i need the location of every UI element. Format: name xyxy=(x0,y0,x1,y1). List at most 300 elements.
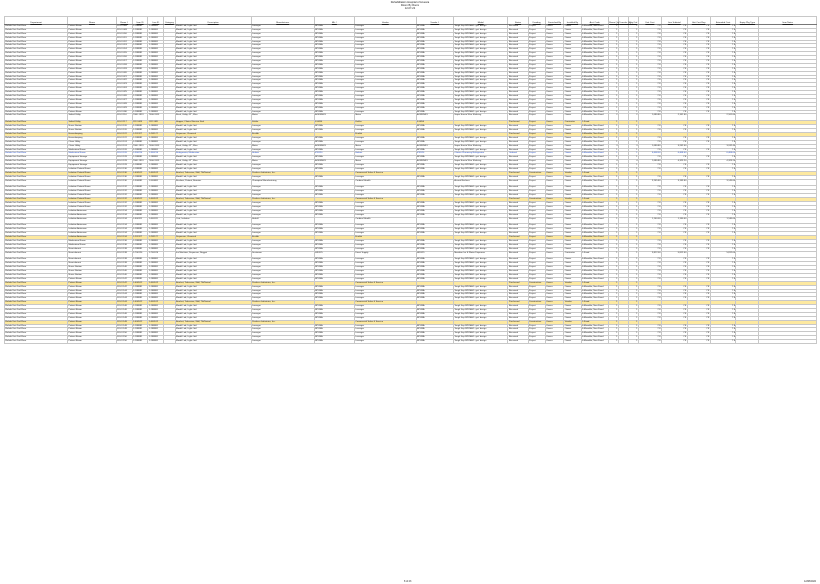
table-cell: Lorenger xyxy=(354,186,416,190)
table-cell xyxy=(453,217,508,224)
table-cell: BPLMA xyxy=(416,194,453,198)
table-cell: Project xyxy=(528,316,545,320)
table-cell: BPLMA xyxy=(416,164,453,168)
table-cell: Lorenger xyxy=(251,87,314,91)
table-cell: 1 xyxy=(608,44,618,48)
table-cell: 7.8 xyxy=(710,140,736,144)
table-cell: 7.8 xyxy=(638,289,661,293)
table-cell: Owner xyxy=(564,164,581,168)
table-cell: Lorenger xyxy=(354,102,416,106)
column-header: Vendor xyxy=(354,17,416,25)
table-cell: Tough Scp BPLMA 1: get: design xyxy=(453,140,508,144)
table-cell: RO-2-134 xyxy=(116,228,132,232)
table-cell: Lorenger xyxy=(354,336,416,340)
table-cell: Received xyxy=(508,95,528,99)
table-cell: BPLMA xyxy=(314,262,354,266)
table-cell: Tough Scp BPLMA 1: get: design xyxy=(453,52,508,56)
table-cell: 1 xyxy=(628,251,638,258)
table-cell: 1-188881 xyxy=(132,125,148,129)
table-cell: Lorenger xyxy=(354,224,416,228)
table-cell: Owner xyxy=(545,213,564,217)
table-cell: 7.8 xyxy=(710,243,736,247)
table-cell: RO-2-134 xyxy=(116,236,132,240)
column-header: Item ID xyxy=(132,17,148,25)
table-cell: Received xyxy=(508,293,528,297)
table-cell: 7.8 xyxy=(661,243,687,247)
table-cell: 1-188881 xyxy=(132,258,148,262)
table-cell xyxy=(618,340,628,344)
table-cell: Received xyxy=(508,52,528,56)
table-cell: Patient Room xyxy=(68,106,117,110)
table-cell: Construction xyxy=(528,281,545,285)
table-cell: 1-188881 xyxy=(148,205,164,209)
table-cell: 2,161.60 xyxy=(710,114,736,121)
table-cell: 7.8 xyxy=(710,232,736,236)
table-cell: 7.8 xyxy=(710,95,736,99)
table-cell: Lorenger xyxy=(251,110,314,114)
table-cell: BPLMA xyxy=(314,336,354,340)
table-cell: 0-Movable, Non-Fixed xyxy=(581,232,608,236)
table-cell: Rehab Unit 2nd Floor xyxy=(5,91,68,95)
table-cell: 7.8 xyxy=(638,110,661,114)
table-cell: Model Lab, Light: Idd xyxy=(175,186,251,190)
table-cell: Lorenger xyxy=(354,293,416,297)
table-cell: 7.8 xyxy=(710,75,736,79)
table-cell: 7.8 xyxy=(710,277,736,281)
table-cell: Tough Scp BPLMA 1: get: design xyxy=(453,106,508,110)
table-cell: 7.8 xyxy=(710,67,736,71)
table-cell: Model Lab, Light: Idd xyxy=(175,332,251,336)
table-cell: Owner xyxy=(545,91,564,95)
column-header: Equip Pkg Type xyxy=(736,17,759,25)
table-cell: RO-2-022 xyxy=(116,79,132,83)
table-cell: Patient Room xyxy=(68,102,117,106)
table-cell: Owner xyxy=(545,232,564,236)
table-cell: Rehab Unit 2nd Floor xyxy=(5,251,68,258)
table-cell: Project xyxy=(528,179,545,186)
table-cell: Owner xyxy=(564,258,581,262)
table-cell: RO-2-126 xyxy=(116,152,132,156)
table-cell: Tough Scp BPLMA 1: get: design xyxy=(453,202,508,206)
table-cell: Project xyxy=(528,156,545,160)
table-cell: 6,408.00 xyxy=(661,152,687,156)
table-cell: Isolation Anteroom xyxy=(68,232,117,236)
table-cell: 1 xyxy=(628,79,638,83)
table-cell: 7.8 xyxy=(710,71,736,75)
table-cell: Owner xyxy=(564,209,581,213)
table-cell: Lorenger xyxy=(354,125,416,129)
table-cell: Model Lab, Light: Idd xyxy=(175,190,251,194)
table-cell: Project xyxy=(528,40,545,44)
table-cell: Owner xyxy=(545,110,564,114)
table-row xyxy=(5,179,817,186)
table-cell: Project xyxy=(528,247,545,251)
table-cell: 2,161.60 xyxy=(661,114,687,121)
table-cell: Owner xyxy=(564,63,581,67)
table-cell: 7.8 xyxy=(661,140,687,144)
table-cell: Owner xyxy=(545,277,564,281)
table-cell: Rehab Unit 2nd Floor xyxy=(5,148,68,152)
table-cell: Owner xyxy=(564,175,581,179)
table-cell: RO-2-130 xyxy=(116,171,132,175)
table-cell: Ecolab xyxy=(354,236,416,240)
table-cell: 7.8 xyxy=(661,125,687,129)
table-cell: BPLMA xyxy=(314,32,354,36)
table-cell: 1 xyxy=(608,156,618,160)
table-cell: 7.8 xyxy=(710,136,736,140)
table-cell: 7000-1913 xyxy=(148,114,164,121)
table-cell xyxy=(314,217,354,224)
table-cell: 7.8 xyxy=(661,213,687,217)
table-cell: 1 xyxy=(608,186,618,190)
table-cell: Owner xyxy=(564,114,581,121)
table-cell: 1 xyxy=(608,48,618,52)
table-cell: Rehab Unit 2nd Floor xyxy=(5,320,68,324)
table-cell: Soiled Utility xyxy=(68,121,117,125)
table-cell: 1 xyxy=(608,71,618,75)
table-cell: 1 xyxy=(608,56,618,60)
table-cell: 1-188881 xyxy=(148,148,164,152)
table-cell: 1 xyxy=(608,205,618,209)
table-cell: Lorenger xyxy=(354,25,416,29)
table-cell: Project xyxy=(528,125,545,129)
table-cell: Rehab Unit 2nd Floor xyxy=(5,102,68,106)
table-cell: 7.8 xyxy=(661,25,687,29)
table-cell: 1 xyxy=(628,320,638,324)
table-cell: 1,140.00 xyxy=(661,217,687,224)
table-cell: BPLMA xyxy=(416,87,453,91)
table-cell: Lorenger xyxy=(354,213,416,217)
table-cell: Owner xyxy=(545,136,564,140)
table-cell: Medication Room xyxy=(68,239,117,243)
table-cell: 7.8 xyxy=(710,98,736,102)
table-cell: Lorenger xyxy=(251,60,314,64)
table-cell: RO-2-029 xyxy=(116,106,132,110)
table-cell: Received xyxy=(508,312,528,316)
table-cell: Owner xyxy=(564,202,581,206)
table-cell: 0-Movable, Non-Fixed xyxy=(581,209,608,213)
table-cell: 7.8 xyxy=(638,102,661,106)
table-cell: Project xyxy=(528,336,545,340)
table-cell: 1 xyxy=(608,25,618,29)
table-cell: 1 xyxy=(628,285,638,289)
table-cell: 1 xyxy=(628,262,638,266)
table-cell: 7.8 xyxy=(638,297,661,301)
table-cell: Rehab Unit 2nd Floor xyxy=(5,205,68,209)
table-cell: 7.8 xyxy=(710,167,736,171)
table-cell: Received xyxy=(508,251,528,258)
table-cell: 0-Movable, Non-Fixed xyxy=(581,129,608,133)
table-cell: Owner xyxy=(545,340,564,344)
table-cell: 1-188881 xyxy=(132,129,148,133)
table-cell: 1 xyxy=(608,106,618,110)
table-cell: BPLMA xyxy=(416,167,453,171)
table-cell: Received xyxy=(508,40,528,44)
table-cell: Equipment Storage xyxy=(68,160,117,164)
table-cell: Tough Scp BPLMA 1: get: design xyxy=(453,32,508,36)
table-cell: 1-188881 xyxy=(132,316,148,320)
table-cell: Lorenger xyxy=(251,277,314,281)
table-cell: Lorenger xyxy=(354,289,416,293)
table-cell: 1-188881 xyxy=(148,44,164,48)
table-cell: Model Lab, Light: Idd xyxy=(175,209,251,213)
table-cell: Owner xyxy=(545,332,564,336)
table-cell: RO-2-132 xyxy=(116,186,132,190)
table-cell: Patient Room xyxy=(68,316,117,320)
table-cell: 5,812.00 xyxy=(638,251,661,258)
table-cell xyxy=(314,179,354,186)
table-cell: Metro xyxy=(354,160,416,164)
table-cell: Project xyxy=(528,205,545,209)
table-cell: 7.8 xyxy=(661,239,687,243)
table-cell: BPLMA xyxy=(314,258,354,262)
table-cell: 1 xyxy=(628,243,638,247)
table-cell: Owner xyxy=(564,98,581,102)
table-cell: Project xyxy=(528,224,545,228)
table-cell: Project xyxy=(528,152,545,156)
table-cell: 0-Movable, Non-Fixed xyxy=(581,179,608,186)
table-cell: Tough Scp BPLMA 1: get: design xyxy=(453,336,508,340)
table-cell: Patient Room xyxy=(68,56,117,60)
table-cell: 0-Movable, Non-Fixed xyxy=(581,56,608,60)
table-cell: 7.8 xyxy=(638,324,661,328)
table-cell: 1,080.80 xyxy=(638,160,661,164)
table-cell: 1 xyxy=(608,316,618,320)
table-cell: 1-188881 xyxy=(132,239,148,243)
table-cell: Commercial Sales & Service xyxy=(354,320,416,324)
table-cell: Tough Scp BPLMA 1: get: design xyxy=(453,56,508,60)
table-cell: 0-Movable, Non-Fixed xyxy=(581,125,608,129)
table-cell: BPLMA xyxy=(416,129,453,133)
table-cell: 1-188881 xyxy=(148,63,164,67)
column-header: Acct Code xyxy=(581,17,608,25)
table-cell: Owner xyxy=(564,152,581,156)
table-cell: 1 xyxy=(628,209,638,213)
table-cell: 1-188881 xyxy=(132,324,148,328)
table-cell: Construction xyxy=(528,301,545,305)
table-cell: 1-300214 xyxy=(148,152,164,156)
table-cell: Model Lab, Light: Idd xyxy=(175,239,251,243)
table-cell: 7.8 xyxy=(638,67,661,71)
table-cell: 1-188881 xyxy=(148,40,164,44)
table-cell: 7.8 xyxy=(710,316,736,320)
table-cell: 7.8 xyxy=(661,79,687,83)
table-cell: BPLMA xyxy=(314,164,354,168)
table-cell: 1-188881 xyxy=(148,36,164,40)
table-cell: Tough Scp BPLMA 1: get: design xyxy=(453,340,508,344)
table-cell: RO-2-138 xyxy=(116,258,132,262)
table-cell: 1 xyxy=(628,95,638,99)
table-cell: Isolation Patient Room xyxy=(68,205,117,209)
table-cell: Rehab Unit 2nd Floor xyxy=(5,114,68,121)
table-cell: Model Lab, Light: Idd xyxy=(175,285,251,289)
table-cell: Owner xyxy=(564,285,581,289)
table-cell: 7.8 xyxy=(710,36,736,40)
table-cell: 0-Movable, Non-Fixed xyxy=(581,79,608,83)
table-cell xyxy=(736,251,759,258)
table-cell: 7.8 xyxy=(661,277,687,281)
table-cell: Tough Scp BPLMA 1: get: design xyxy=(453,228,508,232)
table-cell: 1-188881 xyxy=(148,285,164,289)
table-cell: Lorenger xyxy=(251,95,314,99)
table-cell: Tough Scp BPLMA 1: get: design xyxy=(453,270,508,274)
table-cell: 1 xyxy=(608,251,618,258)
table-cell: 1-188881 xyxy=(148,156,164,160)
table-cell: 1-188881 xyxy=(148,213,164,217)
table-cell: 0-Movable, Non-Fixed xyxy=(581,40,608,44)
table-cell: Ecolab xyxy=(251,132,314,136)
table-cell: 7.8 xyxy=(638,79,661,83)
table-cell: 7.8 xyxy=(661,262,687,266)
table-cell: 1 xyxy=(628,332,638,336)
table-cell: 0-Movable, Non-Fixed xyxy=(581,190,608,194)
table-cell: Model Lab, Light: Idd xyxy=(175,36,251,40)
table-cell: RO-2-130 xyxy=(116,175,132,179)
table-cell: 0-Movable, Non-Fixed xyxy=(581,28,608,32)
table-cell: 7.8 xyxy=(638,239,661,243)
table-cell: Lorenger xyxy=(251,262,314,266)
table-cell: 1-188881 xyxy=(132,340,148,344)
table-cell: Isolation Anteroom xyxy=(68,217,117,224)
table-row xyxy=(5,217,817,224)
table-cell: Owner xyxy=(545,132,564,136)
table-cell: Lorenger xyxy=(251,324,314,328)
table-cell: Project xyxy=(528,239,545,243)
table-cell: Rehab Unit 2nd Floor xyxy=(5,293,68,297)
table-cell: BPLMA xyxy=(314,228,354,232)
table-cell: 7.8 xyxy=(710,28,736,32)
table-cell: BPLMA xyxy=(416,79,453,83)
table-cell: Lorenger xyxy=(251,228,314,232)
table-cell: 0-Movable, Non-Fixed xyxy=(581,36,608,40)
table-cell: Received xyxy=(508,156,528,160)
table-cell: Lorenger xyxy=(354,167,416,171)
table-cell: Patient Room xyxy=(68,28,117,32)
table-cell: 7.8 xyxy=(638,232,661,236)
table-cell: Rehab Unit 2nd Floor xyxy=(5,125,68,129)
table-cell: 1 xyxy=(608,152,618,156)
table-cell: Tough Scp BPLMA 1: get: design xyxy=(453,247,508,251)
table-cell: Received xyxy=(508,305,528,309)
table-cell: 7.8 xyxy=(710,32,736,36)
table-cell: 1-400512 xyxy=(132,301,148,305)
table-cell: 7.8 xyxy=(710,266,736,270)
table-cell: 5,812.00 xyxy=(661,251,687,258)
table-cell: 1-188881 xyxy=(148,32,164,36)
table-cell: BPLMA xyxy=(416,270,453,274)
table-cell: RO-2-148 xyxy=(116,324,132,328)
table-cell: 7.8 xyxy=(661,32,687,36)
table-cell: Owner xyxy=(545,152,564,156)
table-cell: 7.8 xyxy=(638,175,661,179)
table-cell: BPLMA xyxy=(314,125,354,129)
table-cell: 1-188881 xyxy=(148,190,164,194)
table-cell: 1-188881 xyxy=(148,340,164,344)
table-cell: Rehab Unit 2nd Floor xyxy=(5,171,68,175)
table-cell: Received xyxy=(508,148,528,152)
table-cell: 0-Movable, Non-Fixed xyxy=(581,44,608,48)
table-cell: 1-Fixed xyxy=(581,320,608,324)
table-cell: Housekeeping xyxy=(68,132,117,136)
table-cell: 1 xyxy=(628,75,638,79)
table-cell: 7.8 xyxy=(687,75,710,79)
table-cell: Lorenger xyxy=(354,277,416,281)
table-cell: 7.8 xyxy=(638,95,661,99)
table-cell: 1 xyxy=(608,228,618,232)
table-cell: Owner xyxy=(564,148,581,152)
table-cell: Lorenger xyxy=(354,273,416,277)
table-cell: 0-Movable, Non-Fixed xyxy=(581,160,608,164)
table-cell: Owner xyxy=(545,228,564,232)
table-cell: 1 xyxy=(628,125,638,129)
table-cell: Ecolab xyxy=(251,236,314,240)
table-cell: Project xyxy=(528,87,545,91)
table-cell: 7.8 xyxy=(687,205,710,209)
table-cell: Lorenger xyxy=(251,247,314,251)
table-cell: 1 xyxy=(628,316,638,320)
table-cell: 1-188881 xyxy=(132,270,148,274)
table-cell: Tough Scp BPLMA 1: get: design xyxy=(453,110,508,114)
table-cell: BPLMA xyxy=(416,258,453,262)
table-cell: 7.8 xyxy=(687,316,710,320)
table-cell: 7.8 xyxy=(710,40,736,44)
table-cell: 1-188881 xyxy=(132,312,148,316)
table-cell: BPLMA xyxy=(416,312,453,316)
table-cell: 1 xyxy=(608,102,618,106)
table-cell: Lorenger xyxy=(354,75,416,79)
table-cell: 1-188881 xyxy=(132,75,148,79)
table-cell: 1-188881 xyxy=(132,297,148,301)
table-cell: Lorenger xyxy=(354,32,416,36)
table-cell: Tough Scp BPLMA 1: get: design xyxy=(453,63,508,67)
table-cell: A2436NK3 xyxy=(416,144,453,148)
table-cell: Tough Scp BPLMA 1: get: design xyxy=(453,308,508,312)
table-cell: 1 xyxy=(628,179,638,186)
table-cell: 1 xyxy=(628,48,638,52)
table-cell: 1-Fixed xyxy=(581,281,608,285)
table-cell: Patient Room xyxy=(68,98,117,102)
table-cell: 1-188881 xyxy=(148,332,164,336)
table-cell: 7.8 xyxy=(661,293,687,297)
table-cell: Owner xyxy=(545,114,564,121)
table-cell: Owner xyxy=(545,194,564,198)
table-cell: 1-400512 xyxy=(132,320,148,324)
table-cell: Patient Room xyxy=(68,67,117,71)
table-cell: Rehab Unit 2nd Floor xyxy=(5,270,68,274)
table-cell: 7.8 xyxy=(687,186,710,190)
table-cell: 7.8 xyxy=(661,305,687,309)
table-cell: 7.8 xyxy=(687,67,710,71)
table-cell: Nurse Station xyxy=(68,129,117,133)
table-cell: Model Lab, Light: Idd xyxy=(175,202,251,206)
table-cell: Tough Scp BPLMA 1: get: design xyxy=(453,36,508,40)
table-cell: Owner xyxy=(545,67,564,71)
table-cell: Owner xyxy=(545,297,564,301)
table-cell: 7.8 xyxy=(661,205,687,209)
table-cell: Patient Room xyxy=(68,297,117,301)
table-cell: 0-Movable, Non-Fixed xyxy=(581,239,608,243)
table-cell: 1-188881 xyxy=(132,247,148,251)
table-cell: 7.8 xyxy=(661,340,687,344)
table-cell: 1-188881 xyxy=(148,136,164,140)
table-cell: Rehab Unit 2nd Floor xyxy=(5,25,68,29)
table-cell: Owner xyxy=(545,87,564,91)
table-cell: Lorenger xyxy=(251,340,314,344)
table-cell: 7.8 xyxy=(638,44,661,48)
table-cell: 1-188881 xyxy=(132,194,148,198)
table-cell: 1 xyxy=(608,40,618,44)
table-cell: Model Lab, Light: Idd xyxy=(175,336,251,340)
